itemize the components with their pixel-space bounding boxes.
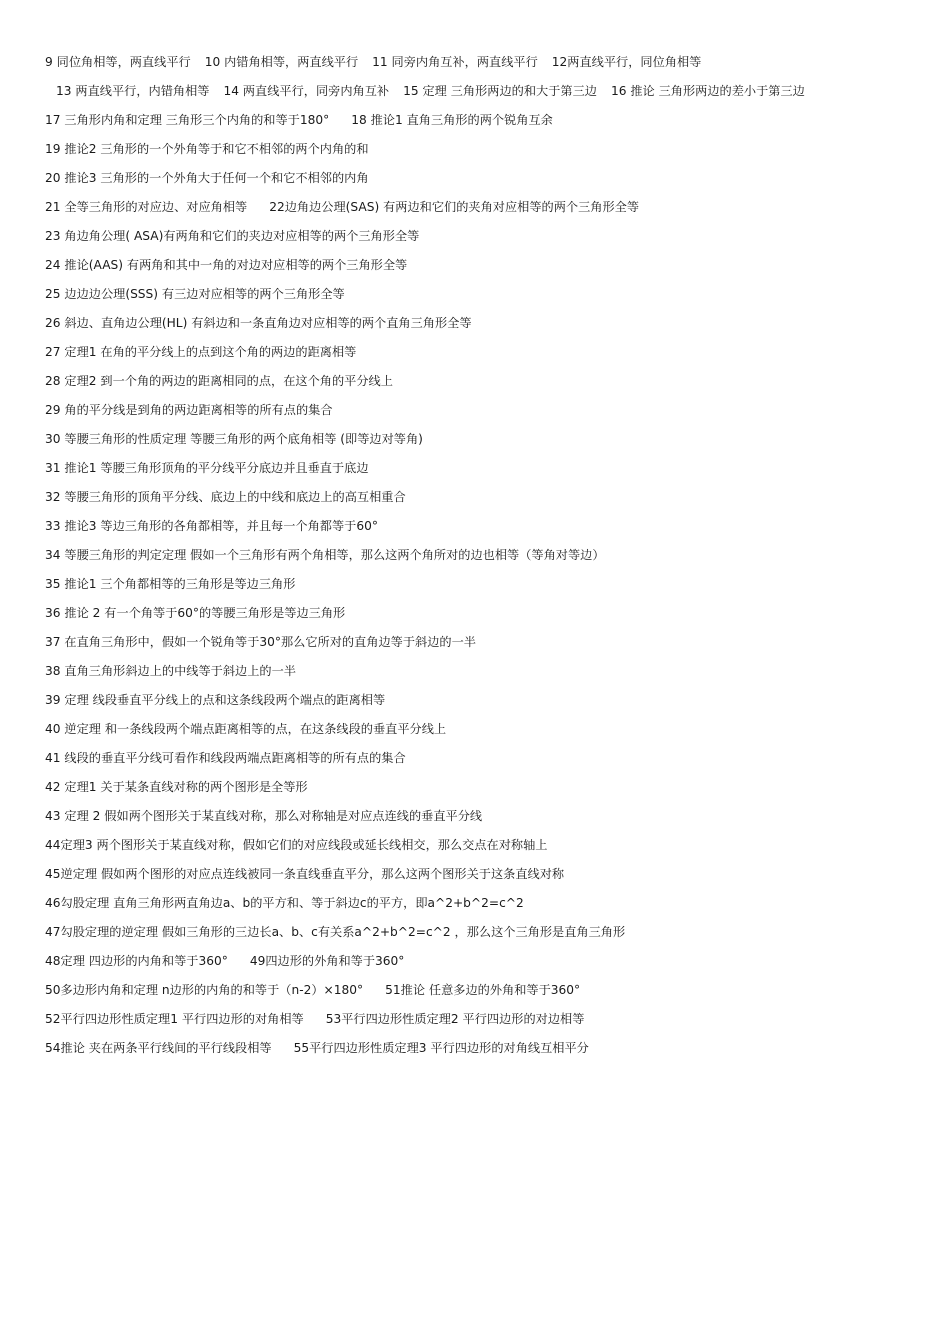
theorem-item: 44定理3 两个图形关于某直线对称，假如它们的对应线段或延长线相交，那么交点在对称轴上 bbox=[45, 838, 548, 852]
theorem-item: 24 推论(AAS) 有两角和其中一角的对边对应相等的两个三角形全等 bbox=[45, 258, 408, 272]
theorem-item: 11 同旁内角互补，两直线平行 bbox=[372, 55, 538, 69]
text-line bbox=[45, 661, 925, 690]
text-line bbox=[45, 139, 925, 168]
text-line bbox=[45, 922, 925, 951]
theorem-item: 38 直角三角形斜边上的中线等于斜边上的一半 bbox=[45, 664, 296, 678]
text-line bbox=[45, 371, 925, 400]
text-line bbox=[45, 980, 925, 1009]
text-line bbox=[45, 487, 925, 516]
theorem-item: 45逆定理 假如两个图形的对应点连线被同一条直线垂直平分，那么这两个图形关于这条直线对称 bbox=[45, 867, 565, 881]
theorem-item: 34 等腰三角形的判定定理 假如一个三角形有两个角相等，那么这两个角所对的边也相等（等角对等边） bbox=[45, 548, 605, 562]
text-line bbox=[45, 777, 925, 806]
text-line bbox=[45, 81, 925, 110]
theorem-item: 13 两直线平行，内错角相等 bbox=[56, 84, 210, 98]
theorem-list bbox=[45, 52, 925, 1067]
theorem-item: 53平行四边形性质定理2 平行四边形的对边相等 bbox=[325, 1012, 585, 1026]
theorem-item: 9 同位角相等，两直线平行 bbox=[45, 55, 191, 69]
theorem-item: 12两直线平行，同位角相等 bbox=[551, 55, 702, 69]
theorem-item: 32 等腰三角形的顶角平分线、底边上的中线和底边上的高互相重合 bbox=[45, 490, 406, 504]
theorem-item: 18 推论1 直角三角形的两个锐角互余 bbox=[351, 113, 553, 127]
text-line bbox=[45, 690, 925, 719]
theorem-item: 46勾股定理 直角三角形两直角边a、b的平方和、等于斜边c的平方，即a^2+b^2=c^2 bbox=[45, 896, 524, 910]
text-line bbox=[45, 284, 925, 313]
text-line bbox=[45, 255, 925, 284]
theorem-item: 22边角边公理(SAS) 有两边和它们的夹角对应相等的两个三角形全等 bbox=[269, 200, 640, 214]
theorem-item: 54推论 夹在两条平行线间的平行线段相等 bbox=[45, 1041, 272, 1055]
theorem-item: 48定理 四边形的内角和等于360° bbox=[45, 954, 228, 968]
theorem-item: 36 推论 2 有一个角等于60°的等腰三角形是等边三角形 bbox=[45, 606, 346, 620]
theorem-item: 51推论 任意多边的外角和等于360° bbox=[385, 983, 581, 997]
theorem-item: 16 推论 三角形两边的差小于第三边 bbox=[610, 84, 805, 98]
theorem-item: 25 边边边公理(SSS) 有三边对应相等的两个三角形全等 bbox=[45, 287, 345, 301]
theorem-item: 23 角边角公理( ASA)有两角和它们的夹边对应相等的两个三角形全等 bbox=[45, 229, 420, 243]
theorem-item: 50多边形内角和定理 n边形的内角的和等于（n-2）×180° bbox=[45, 983, 364, 997]
theorem-item: 49四边形的外角和等于360° bbox=[249, 954, 405, 968]
text-line bbox=[45, 110, 925, 139]
text-line bbox=[45, 893, 925, 922]
theorem-item: 33 推论3 等边三角形的各角都相等，并且每一个角都等于60° bbox=[45, 519, 378, 533]
text-line bbox=[45, 168, 925, 197]
text-line bbox=[45, 632, 925, 661]
text-line bbox=[45, 951, 925, 980]
theorem-item: 43 定理 2 假如两个图形关于某直线对称，那么对称轴是对应点连线的垂直平分线 bbox=[45, 809, 483, 823]
text-line bbox=[45, 806, 925, 835]
theorem-item: 26 斜边、直角边公理(HL) 有斜边和一条直角边对应相等的两个直角三角形全等 bbox=[45, 316, 472, 330]
theorem-item: 35 推论1 三个角都相等的三角形是等边三角形 bbox=[45, 577, 296, 591]
text-line bbox=[45, 545, 925, 574]
theorem-item: 28 定理2 到一个角的两边的距离相同的点，在这个角的平分线上 bbox=[45, 374, 393, 388]
text-line bbox=[45, 1038, 925, 1067]
text-line bbox=[45, 226, 925, 255]
theorem-item: 27 定理1 在角的平分线上的点到这个角的两边的距离相等 bbox=[45, 345, 357, 359]
theorem-item: 14 两直线平行，同旁内角互补 bbox=[223, 84, 390, 98]
text-line bbox=[45, 748, 925, 777]
theorem-item: 52平行四边形性质定理1 平行四边形的对角相等 bbox=[45, 1012, 304, 1026]
theorem-item: 20 推论3 三角形的一个外角大于任何一个和它不相邻的内角 bbox=[45, 171, 369, 185]
theorem-item: 21 全等三角形的对应边、对应角相等 bbox=[45, 200, 248, 214]
theorem-item: 47勾股定理的逆定理 假如三角形的三边长a、b、c有关系a^2+b^2=c^2 ，那么这个三角形是直角三角形 bbox=[45, 925, 626, 939]
text-line bbox=[45, 342, 925, 371]
text-line bbox=[45, 1009, 925, 1038]
text-line bbox=[45, 516, 925, 545]
text-line bbox=[45, 458, 925, 487]
text-line bbox=[45, 574, 925, 603]
theorem-item: 39 定理 线段垂直平分线上的点和这条线段两个端点的距离相等 bbox=[45, 693, 386, 707]
text-line bbox=[45, 197, 925, 226]
text-line bbox=[45, 719, 925, 748]
theorem-item: 29 角的平分线是到角的两边距离相等的所有点的集合 bbox=[45, 403, 333, 417]
text-line bbox=[45, 864, 925, 893]
text-line bbox=[45, 400, 925, 429]
text-line bbox=[45, 313, 925, 342]
theorem-item: 41 线段的垂直平分线可看作和线段两端点距离相等的所有点的集合 bbox=[45, 751, 406, 765]
theorem-item: 42 定理1 关于某条直线对称的两个图形是全等形 bbox=[45, 780, 308, 794]
text-line bbox=[45, 429, 925, 458]
text-line bbox=[45, 52, 925, 81]
text-line bbox=[45, 603, 925, 632]
text-line bbox=[45, 835, 925, 864]
theorem-item: 31 推论1 等腰三角形顶角的平分线平分底边并且垂直于底边 bbox=[45, 461, 369, 475]
theorem-item: 10 内错角相等，两直线平行 bbox=[204, 55, 359, 69]
theorem-item: 40 逆定理 和一条线段两个端点距离相等的点，在这条线段的垂直平分线上 bbox=[45, 722, 447, 736]
theorem-item: 30 等腰三角形的性质定理 等腰三角形的两个底角相等 (即等边对等角) bbox=[45, 432, 423, 446]
theorem-item: 55平行四边形性质定理3 平行四边形的对角线互相平分 bbox=[293, 1041, 589, 1055]
theorem-item: 19 推论2 三角形的一个外角等于和它不相邻的两个内角的和 bbox=[45, 142, 369, 156]
theorem-item: 17 三角形内角和定理 三角形三个内角的和等于180° bbox=[45, 113, 330, 127]
theorem-item: 37 在直角三角形中，假如一个锐角等于30°那么它所对的直角边等于斜边的一半 bbox=[45, 635, 476, 649]
theorem-item: 15 定理 三角形两边的和大于第三边 bbox=[403, 84, 597, 98]
